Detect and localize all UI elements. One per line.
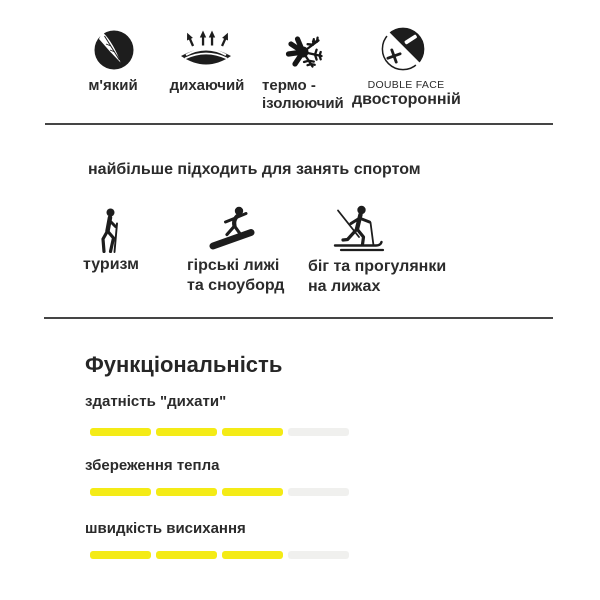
rating-bar-breathability: [90, 428, 349, 436]
rating-segment: [288, 551, 349, 559]
feature-label-double-face: двосторонній: [352, 91, 461, 108]
feature-label-double-face-en: DOUBLE FACE: [367, 79, 445, 91]
sport-label-hiking: [83, 255, 139, 275]
feature-label-thermo: [262, 77, 352, 113]
sport-label-xc-ski-line2: на лижах: [308, 277, 381, 295]
double-face-icon: [380, 26, 426, 72]
sport-label-snowboard-line2: та сноуборд: [187, 276, 285, 294]
sport-label-snowboard: [187, 256, 284, 295]
sport-label-xc-ski: [308, 257, 446, 296]
sport-label-xc-ski-line1: біг та прогулянки: [308, 258, 447, 275]
feature-label-breathable: дихаючий: [169, 77, 245, 94]
sport-label-snowboard-line1: гірські лижі: [187, 257, 280, 274]
rating-bar-heat-retention: [90, 488, 349, 496]
metric-label-breathability: здатність "дихати": [85, 393, 227, 410]
rating-segment: [222, 428, 283, 436]
rating-segment: [90, 488, 151, 496]
rating-segment: [222, 551, 283, 559]
rating-segment: [156, 488, 217, 496]
rating-segment: [90, 428, 151, 436]
breathable-icon: [179, 30, 233, 72]
metric-label-heat-retention: збереження тепла: [85, 457, 220, 474]
rating-segment: [288, 488, 349, 496]
rating-segment: [156, 428, 217, 436]
functionality-title: Функціональність: [85, 352, 283, 377]
rating-segment: [222, 488, 283, 496]
sport-label-hiking-line1: туризм: [83, 256, 139, 273]
metric-label-drying-speed: швидкість висихання: [85, 520, 246, 537]
feather-icon: [94, 30, 134, 70]
sports-section-title: найбільше підходить для занять спортом: [88, 161, 421, 178]
feature-label-thermo-line2: ізолюючий: [262, 95, 344, 112]
snowboarder-icon: [208, 206, 256, 252]
feature-label-soft: м'який: [88, 77, 138, 94]
xc-skier-icon: [328, 204, 386, 252]
rating-segment: [156, 551, 217, 559]
feature-label-thermo-line1: термо -: [262, 77, 316, 94]
rating-segment: [90, 551, 151, 559]
rating-bar-drying-speed: [90, 551, 349, 559]
divider-bottom: [44, 317, 553, 319]
hiker-icon: [94, 208, 128, 253]
rating-segment: [288, 428, 349, 436]
snowflake-icon: [284, 31, 324, 71]
divider-top: [45, 123, 553, 125]
